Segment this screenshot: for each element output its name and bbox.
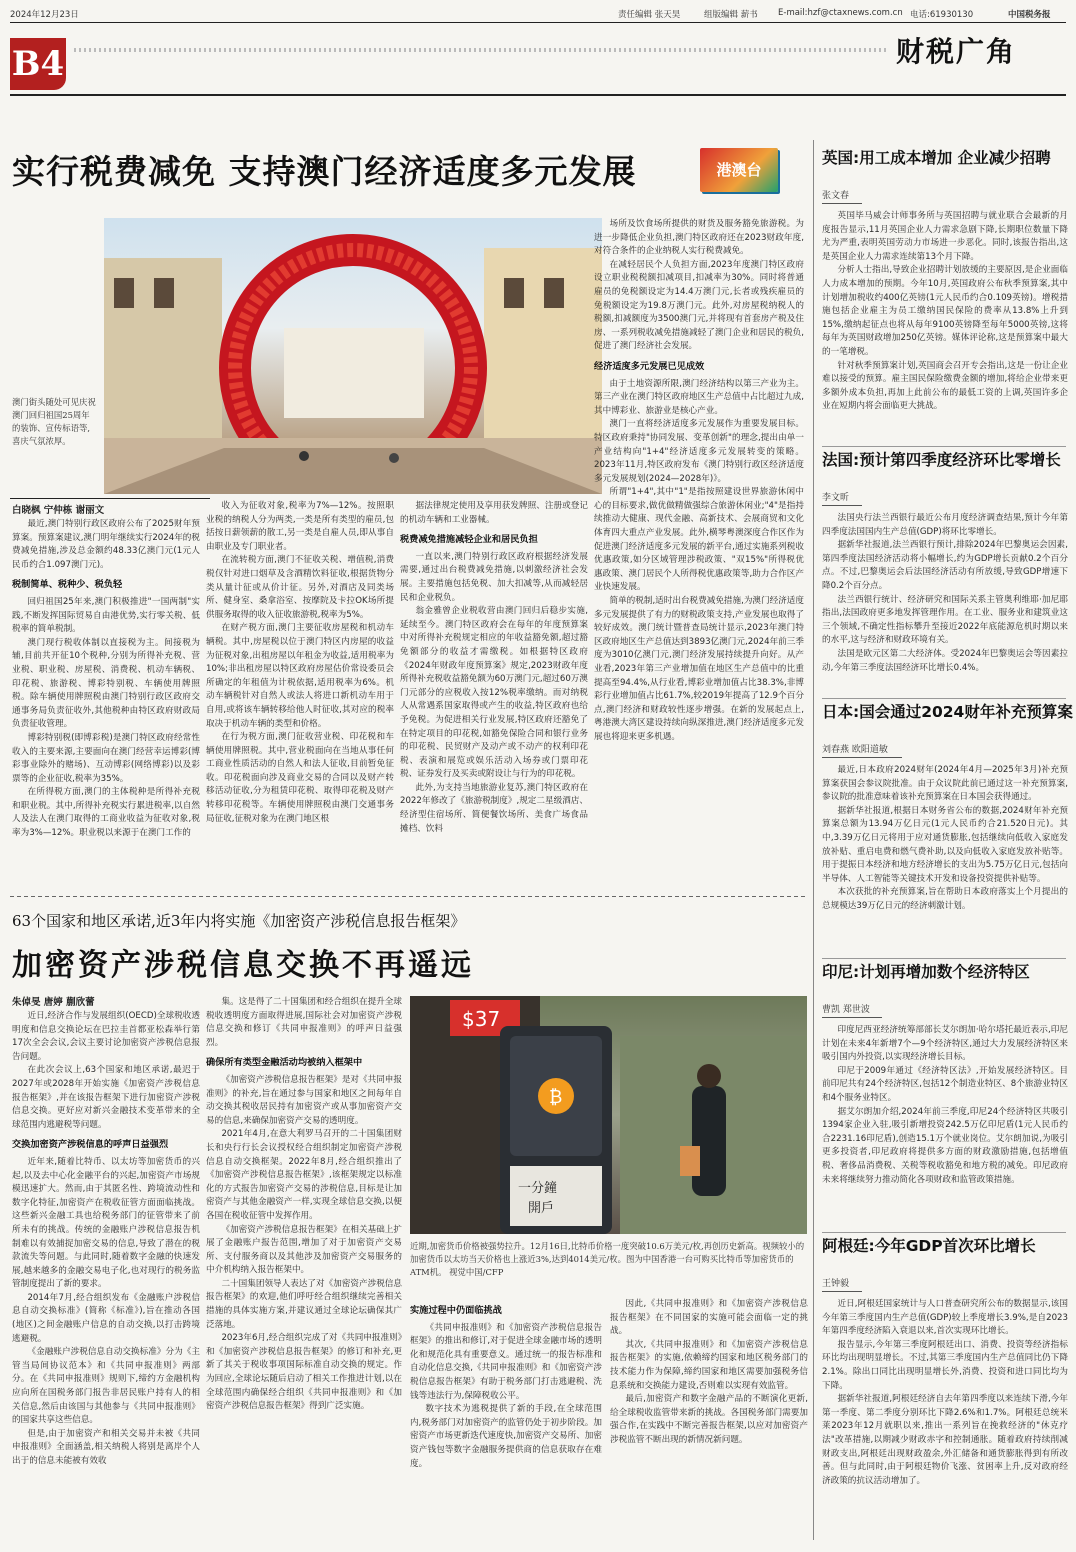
senado-square-illustration	[104, 218, 602, 494]
crypto-subhead-2: 确保所有类型金融活动均被纳入框架中	[206, 1057, 363, 1069]
crypto-kicker: 63个国家和地区承诺,近3年内将实施《加密资产涉税信息报告框架》	[12, 912, 466, 930]
crypto-byline: 朱倬旻 唐婷 蒯欣蕾	[12, 997, 95, 1008]
macau-headline: 实行税费减免 支持澳门经济适度多元发展	[12, 152, 637, 191]
macau-col-2: 收入为征收对象,税率为7%—12%。按照职业税的纳税人分为两类,一类是所有类型的雇员,包括按日薪领薪的散工,另一类是自雇人员,即从事自由职业及专门职业者。 在流转税方面,澳门不征收关税、增值税,消费税仅针对进口烟草及含酒精饮料征收,根据货物分类从量计征或从价计征。另外,对酒店及同类场所、健身室、桑拿浴室、按摩院及卡拉OK场所提供服务取得的收入征收旅游税,税率为5%。 在财产税方面,澳门主要征收房屋税和机动车辆税。其中,房屋税以位于澳门特区内房屋的收益为征税对象,出租房屋以年租金为收益,适用税率为10%;非出租房屋以特区政府房屋估价常设委员会所确定的年租值为计税依据,适用税率为6%。机动车辆税针对自然人或法人将进口新机动车用于自用,或将该车辆转移给他人时征收,其对应的税率取决于机动车辆的类型和价格。 在行为税方面,澳门征收营业税、印花税和车辆使用牌照税。其中,营业税面向在当地从事任何工商业性质活动的自然人和法人征收,目前暂免征收。印花税面向涉及商业交易的合同以及财产转移活动征收,分为租赁印花税、取得印花税及财产转移印花税等。车辆使用牌照税由澳门交通事务局征收,征税对象为在澳门地区根	[206, 501, 394, 824]
brief-author: 李文昕	[822, 490, 862, 506]
macau-photo-caption: 澳门街头随处可见庆祝澳门回归祖国25周年的装饰、宣传标语等,喜庆气氛浓厚。	[12, 397, 96, 446]
atm-slogan-2: 開戶	[528, 1201, 555, 1216]
atm-sign-text: $37	[462, 1007, 501, 1031]
macau-col-4: 场所及饮食场所提供的财货及服务豁免旅游税。为进一步降低企业负担,澳门特区政府还在2023财政年度,对符合条件的企业纳税人实行税费减免。 在减轻居民个人负担方面,2023年度澳门特区政府设立职业税税额扣减项目,扣减率为30%。同时将普通雇员的免税额设定为14.4万澳门元,长者或残疾雇员的免税额设定为19.8万澳门元。此外,对房屋税纳税人的税额,扣减额度为3500澳门元,并将现有首套房产税及住房、一系列税收减免措施减轻了澳门企业和居民的税负,促进了澳门经济社会发展。 经济适度多元发展已见成效 由于土地资源所限,澳门经济结构以第三产业为主。第三产业在澳门特区政府地区生产总值中占比超过九成,其中博彩业、旅游业是核心产业。 澳门一直将经济适度多元发展作为重要发展目标。特区政府秉持"协同发展、变革创新"的理念,提出由单一产业结构向"1+4"经济适度多元发展转变的策略。2023年11月,特区政府发布《澳门特别行政区经济适度多元发展规划(2024—2028年)》。 所谓"1+4",其中"1"是指按照建设世界旅游休闲中心的目标要求,做优做精做强综合旅游休闲业;"4"是指持续推动大健康、现代金融、高新技术、会展商贸和文化体育四大重点产业发展。此外,横琴粤澳深度合作区作为促进澳门经济适度多元发展的新平台,通过实施系列税收优惠政策,如分区域管理涉税政策、"双15%"所得税优惠政策、澳门居民个人所得税优惠政策等,助力合作区产业快速发展。 简单的税制,适时出台税费减免措施,为澳门经济适度多元发展提供了有力的财税政策支持,产业发展也取得了较好成效。澳门统计暨普查局统计显示,2023年澳门特区政府地区生产总值达到3893亿澳门元,2024年前三季度为3010亿澳门元,澳门经济发展持续提升向好。从产业看,2023年第三产业增加值在地区生产总值中的比重提高至94.4%,从行业看,博彩业增加值占比38.3%,非博彩行业增加值占比61.7%,较2019年提高了12.9个百分点,澳门经济和财政较性逐步增强。在新的发展起点上,粤港澳大湾区建设持续向纵深推进,澳门经济适度多元发展也将迎来更多机遇。	[594, 219, 804, 742]
brief-headline: 印尼:计划再增加数个经济特区	[822, 963, 1030, 981]
brief-author: 王钟毅	[822, 1276, 862, 1292]
world-brief-sidebar	[822, 140, 1073, 1540]
brief-headline: 英国:用工成本增加 企业减少招聘	[822, 149, 1051, 167]
brief-argentina: 阿根廷:今年GDP首次环比增长 王钟毅 近日,阿根廷国家统计与人口普查研究所公布的数据显示,该国今年第三季度国内生产总值(GDP)较上季度增长3.9%,是自2023年第四季度经济陷入衰退以来,首次实现环比增长。 报告显示,今年第三季度阿根廷出口、消费、投资等经济指标环比均出现明显增长。不过,其第三季度国内生产总值同比仍下降2.1%。除出口同比出现明显增长外,消费、投资和进口同比均为下降。 据新华社报道,阿根廷经济自去年第四季度以来连续下滑,今年第一季度、第二季度分别环比下降2.6%和1.7%。阿根廷总统米莱2023年12月就职以来,推出一系列旨在挽救经济的"休克疗法"改革措施,以期减少财政赤字和控制通胀。随着政府持续削减财政支出,阿根廷出现财政盈余,外汇储备和通货膨胀得到有所改善。但与此同时,由于阿根廷物价飞涨、贫困率上升,反对政府经济政策的抗议活动增加了。	[822, 1234, 1068, 1548]
crypto-col-4: 因此,《共同申报准则》和《加密资产涉税信息报告框架》在不同国家的实施可能会面临一定的挑战。 其次,《共同申报准则》和《加密资产涉税信息报告框架》的实施,依赖缔约国家和地区税务部门的技术能力作为保障,缔约国家和地区需要加强税务信息系统和交换能力建设,否则难以实现有效监管。 最后,加密资产和数字金融产品的不断演化更新,给全球税收监管带来新的挑战。各国税务部门需要加强合作,在实践中不断完善报告框架,以应对加密资产涉税监管不断出现的新情况新问题。	[610, 1299, 808, 1445]
brief-author: 张文春	[822, 188, 862, 204]
macau-street-photo	[104, 218, 602, 494]
contact-email[interactable]: E-mail:hzf@ctaxnews.com.cn	[778, 8, 903, 18]
header-divider	[74, 48, 889, 52]
brief-author: 刘春燕 欧阳道敏	[822, 742, 902, 758]
brief-indonesia: 印尼:计划再增加数个经济特区 曹凯 郑世波 印度尼西亚经济统筹部部长艾尔朗加·哈尔塔托最近表示,印尼计划在未来4年新增7个—9个经济特区,通过大力发展经济特区来吸引国内外投资,以实现经济增长目标。 印尼于2009年通过《经济特区法》,开始发展经济特区。目前印尼共有24个经济特区,包括12个制造业特区、8个旅游业特区和4个服务业特区。 据艾尔朗加介绍,2024年前三季度,印尼24个经济特区共吸引1394家企业入驻,吸引新增投资242.5万亿印尼盾(1元人民币约合2231.16印尼盾),创造15.1万个就业岗位。艾尔朗加说,为吸引更多投资者,印尼政府将提供多方面的财政激励措施,包括增值税、奢侈品消费税、关税等税收豁免和地方税的减免。印尼政府未来将继续努力推动简化各项财政和监管政策措施。	[822, 960, 1068, 1246]
masthead-bar	[10, 6, 1066, 20]
macau-col-1: 最近,澳门特别行政区政府公布了2025财年预算案。预算案建议,澳门明年继续实行2024年的税费减免措施,涉及总金额约48.33亿澳门元(1元人民币约合1.097澳门元)。 税制简单、税种少、税负轻 回归祖国25年来,澳门积极推进"一国两制"实践,不断发挥国际贸易自由港优势,实行零关税、低税率的简单税制。 澳门现行税收体制以直接税为主。间接税为辅,目前共开征10个税种,分别为所得补充税、营业税、职业税、房屋税、消费税、机动车辆税、印花税、旅游税、博彩特别税、车辆使用牌照税。除车辆使用牌照税由澳门特别行政区政府交通事务局负责征收外,其他税种由特区政府财政局负责征收管理。 博彩特别税(即博彩税)是澳门特区政府经常性收入的主要来源,主要面向在澳门经营幸运博彩(博彩事业除外的赌场)、互动博彩(网络博彩)以及彩票等的企业征收,税率为35%。 在所得税方面,澳门的主体税种是所得补充税和职业税。其中,所得补充税实行累进税率,以自然人及法人在澳门取得的工商业收益为征收对象,税率为3%—12%。职业税以来源于在澳门工作的	[12, 519, 200, 839]
layout-editor: 组版编辑 薪书	[704, 10, 758, 20]
brief-france: 法国:预计第四季度经济环比零增长 李文昕 法国央行法兰西银行最近公布月度经济调查结果,预计今年第四季度法国国内生产总值(GDP)将环比零增长。 据新华社报道,法兰西银行预计,排除2024年巴黎奥运会因素,第四季度法国经济活动将小幅增长,约为GDP增长贡献0.2个百分点。不过,巴黎奥运会后法国经济活动有所放缓,导致GDP增速下降0.2个百分点。 法兰西银行统计、经济研究和国际关系主管奥利维耶·加尼耶指出,法国政府更多地发挥管理作用。在工业、服务业和建筑业这三个领域,不确定性指标攀升至接近2022年底能源危机时期以来的水平,这与经济和财政环境有关。 法国是欧元区第二大经济体。受2024年巴黎奥运会等因素拉动,今年第三季度法国经济环比增长0.4%。	[822, 448, 1068, 706]
crypto-col-1: 近日,经济合作与发展组织(OECD)全球税收透明度和信息交换论坛在巴拉圭首都亚松森举行第17次全会会议,会议主要讨论加密资产涉税信息报告问题。 在此次会议上,63个国家和地区承诺,最迟于2027年或2028年开始实施《加密资产涉税信息报告框架》,并在该报告框架下进行加密资产涉税信息交换。更好应对新兴金融技术变革带来的全球范围内逃避税等问题。 交换加密资产涉税信息的呼声日益强烈 近年来,随着比特币、以太坊等加密货币的兴起,以及去中心化金融平台的兴起,加密资产市场规模迅速扩大。然而,由于其匿名性、跨境流动性和数字化特征,加密资产在税收征管方面面临挑战。这些新兴金融工具也给税务部门的征管带来了前所未有的挑战。传统的金融账户涉税信息报告机制难以有效捕捉加密交易的信息,导致了潜在的税款流失等问题。与此同时,随着数字金融的快速发展,越来越多的金融交易电子化,也对现行的税务监管制度提出了新的要求。 2014年7月,经合组织发布《金融账户涉税信息自动交换标准》(简称《标准》),旨在推动各国(地区)之间金融账户信息的自动交换,以打击跨境逃避税。 《金融账户涉税信息自动交换标准》分为《主管当局间协议范本》和《共同申报准则》两部分。在《共同申报准则》规则下,缔约方金融机构应向所在国税务部门报告非居民账户持有人的相关信息,然后由该国与其他参与《共同申报准则》的国家共享这些信息。 但是,由于加密资产和相关交易并未被《共同申报准则》全面涵盖,相关纳税人将别是离岸个人出于的信息未能被有效收	[12, 1011, 200, 1466]
bitcoin-atm-photo	[410, 996, 807, 1234]
bitcoin-atm-illustration	[410, 996, 807, 1234]
macau-byline: 白晓枫 宁仲栋 谢丽文	[12, 505, 105, 516]
brief-japan: 日本:国会通过2024财年补充预算案 刘春燕 欧阳道敏 最近,日本政府2024财年(2024年4月—2025年3月)补充预算案获国会参议院批准。由于众议院此前已通过这一补充预算案,参议院的批准意味着该补充预算案在日本国会获得通过。 据新华社报道,根据日本财务省公布的数据,2024财年补充预算案总额为13.94万亿日元(1元人民币约合21.520日元)。其中,3.39万亿日元将用于应对通货膨胀,包括继续向低收入家庭发放补贴、重启电费和燃气费补助,以及向低收入家庭发放补贴等。用于提振日本经济和地方经济增长的支出为5.75万亿日元,包括向半导体、人工智能等关键技术开发和设备投资提供补贴等。 本次获批的补充预算案,旨在帮助日本政府落实上个月提出的总规模达39万亿日元的经济刺激计划。	[822, 700, 1068, 944]
crypto-col-2: 集。这是得了二十国集团和经合组织在提升全球税收透明度方面取得进展,国际社会对加密资产涉税信息交换和修订《共同申报准则》的呼声日益强烈。 确保所有类型金融活动均被纳入框架中 《加密资产涉税信息报告框架》是对《共同申报准则》的补充,旨在通过参与国家和地区之间每年自动交换其税收居民持有加密资产或从事加密资产交易的信息,来确保加密资产交易的透明度。 2021年4月,在意大利罗马召开的二十国集团财长和央行行长会议授权经合组织制定加密资产涉税信息自动交换框架。2022年8月,经合组织推出了《加密资产涉税信息报告框架》,该框架规定以标准化的方式报告加密资产交易的涉税信息,目标是让加密资产与其他金融资产一样,实现全球信息交换,以便各国在税收征管中发挥作用。 《加密资产涉税信息报告框架》在相关基础上扩展了金融账户报告范围,增加了对于加密资产交易所、支付服务商以及其他涉及加密资产交易服务的中介机构纳入报告框架中。 二十国集团领导人表达了对《加密资产涉税信息报告框架》的欢迎,他们呼吁经合组织继续完善相关措施的具体实施方案,并建议通过全球论坛确保其广泛落地。 2023年6月,经合组织完成了对《共同申报准则》和《加密资产涉税信息报告框架》的修订和补充,更新了其关于税收事项国际标准自动交换的规定。作为回应,全球论坛随后启动了相关工作推进计划,以在全球范围内确保经合组织《共同申报准则》和《加密资产涉税信息报告框架》得到广泛实施。	[206, 997, 402, 1412]
macau-subhead-3: 经济适度多元发展已见成效	[594, 360, 705, 372]
page-number: B4	[10, 38, 66, 90]
paper-name: 中国税务报	[1008, 10, 1051, 20]
crypto-col-3: 实施过程中仍面临挑战 《共同申报准则》和《加密资产涉税信息报告框架》的推出和修订,对于促进全球金融市场的透明化和规范化具有重要意义。通过统一的报告标准和自动化信息交换,《共同申报准则》和《加密资产涉税信息报告框架》有助于税务部门打击逃避税、洗钱等违法行为,保障税收公平。 数字技术为逃税提供了新的手段,在全球范围内,税务部门对加密资产的监管仍处于初步阶段。加密资产市场更新迭代速度快,加密资产交易所、加密资产钱包等数字金融服务提供商的信息获取存在难度。	[410, 1305, 602, 1469]
brief-headline: 法国:预计第四季度经济环比零增长	[822, 451, 1061, 469]
macau-col-3: 据法律规定使用及享用获发牌照、注册或登记的机动车辆和工业器械。 税费减免措施减轻企业和居民负担 一直以来,澳门特别行政区政府根据经济发展需要,通过出台税费减免措施,以刺激经济社会发展。主要措施包括免税、加大扣减等,从而减轻居民和企业税负。 翁金雅曾企业税收营由澳门回归后稳步实施,延续至今。澳门特区政府会在每年的年度预算案中对所得补充税规定相应的年收益豁免额,超过豁免额部分的收益才需缴税。如根据特区政府《2024年财政年度预算案》规定,2023财政年度所得补充税收益豁免额为60万澳门元,超过60万澳门元部分的应税收入按12%税率缴纳。而对纳税人从常遇系国家取得或产生的收益,特区政府也给予免税。为促进相关行业发展,特区政府还豁免了在特定项目的印花税,如豁免保险合同和银行业务的印花税、民贸财产及动产或不动产的权利印花税、表演和展览或娱乐活动入场券或门票印花税、证券发行及买卖或附设让与行为的印花税。 此外,为支持当地旅游业复苏,澳门特区政府在2022年修改了《旅游税制度》,规定二星级酒店、经济型住宿场所、简便餐饮场所、美食广场食品摊档、饮料	[400, 501, 588, 834]
responsible-editor: 责任编辑 张天昊	[618, 10, 681, 20]
crypto-photo-caption: 近期,加密货币价格被强势拉升。12月16日,比特币价格一度突破10.6万美元/枚,再创历史新高。视频较小的加密货币以太坊当天价格也上涨近3%,达到4014美元/枚。图为中国香港一台可购买比特币等加密货币的ATM机。 视觉中国/CFP	[410, 1241, 805, 1277]
svg-text:₿: ₿	[549, 1087, 563, 1108]
crypto-headline: 加密资产涉税信息交换不再遥远	[12, 948, 474, 983]
brief-headline: 阿根廷:今年GDP首次环比增长	[822, 1237, 1036, 1255]
brief-headline: 日本:国会通过2024财年补充预算案	[822, 703, 1073, 721]
region-badge: 港澳台	[700, 148, 778, 192]
macau-subhead-2: 税费减免措施减轻企业和居民负担	[400, 534, 538, 546]
column-name: 财税广角	[896, 35, 1017, 68]
crypto-subhead-3: 实施过程中仍面临挑战	[410, 1305, 502, 1316]
contact-phone: 电话:61930130	[910, 10, 974, 20]
macau-subhead-1: 税制简单、税种少、税负轻	[12, 579, 123, 591]
atm-slogan-1: 一分鐘	[518, 1181, 558, 1196]
issue-date: 2024年12月23日	[10, 10, 79, 20]
crypto-subhead-1: 交换加密资产涉税信息的呼声日益强烈	[12, 1139, 169, 1151]
brief-uk: 英国:用工成本增加 企业减少招聘 张文春 英国毕马威会计师事务所与英国招聘与就业联合会最新的月度报告显示,11月英国企业人力需求急剧下降,长期职位数量下降尤为严重,表明英国劳动力市场进一步恶化。同时,该报告指出,这是英国企业人力需求连续第13个月下降。 分析人士指出,导致企业招聘计划放缓的主要原因,是企业面临人力成本增加的预期。今年10月,英国政府公布秋季预算案,其中计划增加税收约400亿英镑(1元人民币约合0.109英镑)。增税措施包括企业雇主为员工缴纳国民保险的费率从13.8%上升到15%,缴纳起征点也将从每年9100英镑降至每年5000英镑,这将每年为英国财政增加250亿英镑。媒体评论称,这是预算案中最大的一笔增税。 针对秋季预算案计划,英国商会召开专会指出,这是一份让企业难以接受的预算。雇主国民保险缴费金额的增加,将给企业带来更多额外成本负担,再加上此前公布的最低工资的上调,英国许多企业在短期内将会面临更大挑战。	[822, 146, 1068, 446]
brief-author: 曹凯 郑世波	[822, 1002, 882, 1018]
